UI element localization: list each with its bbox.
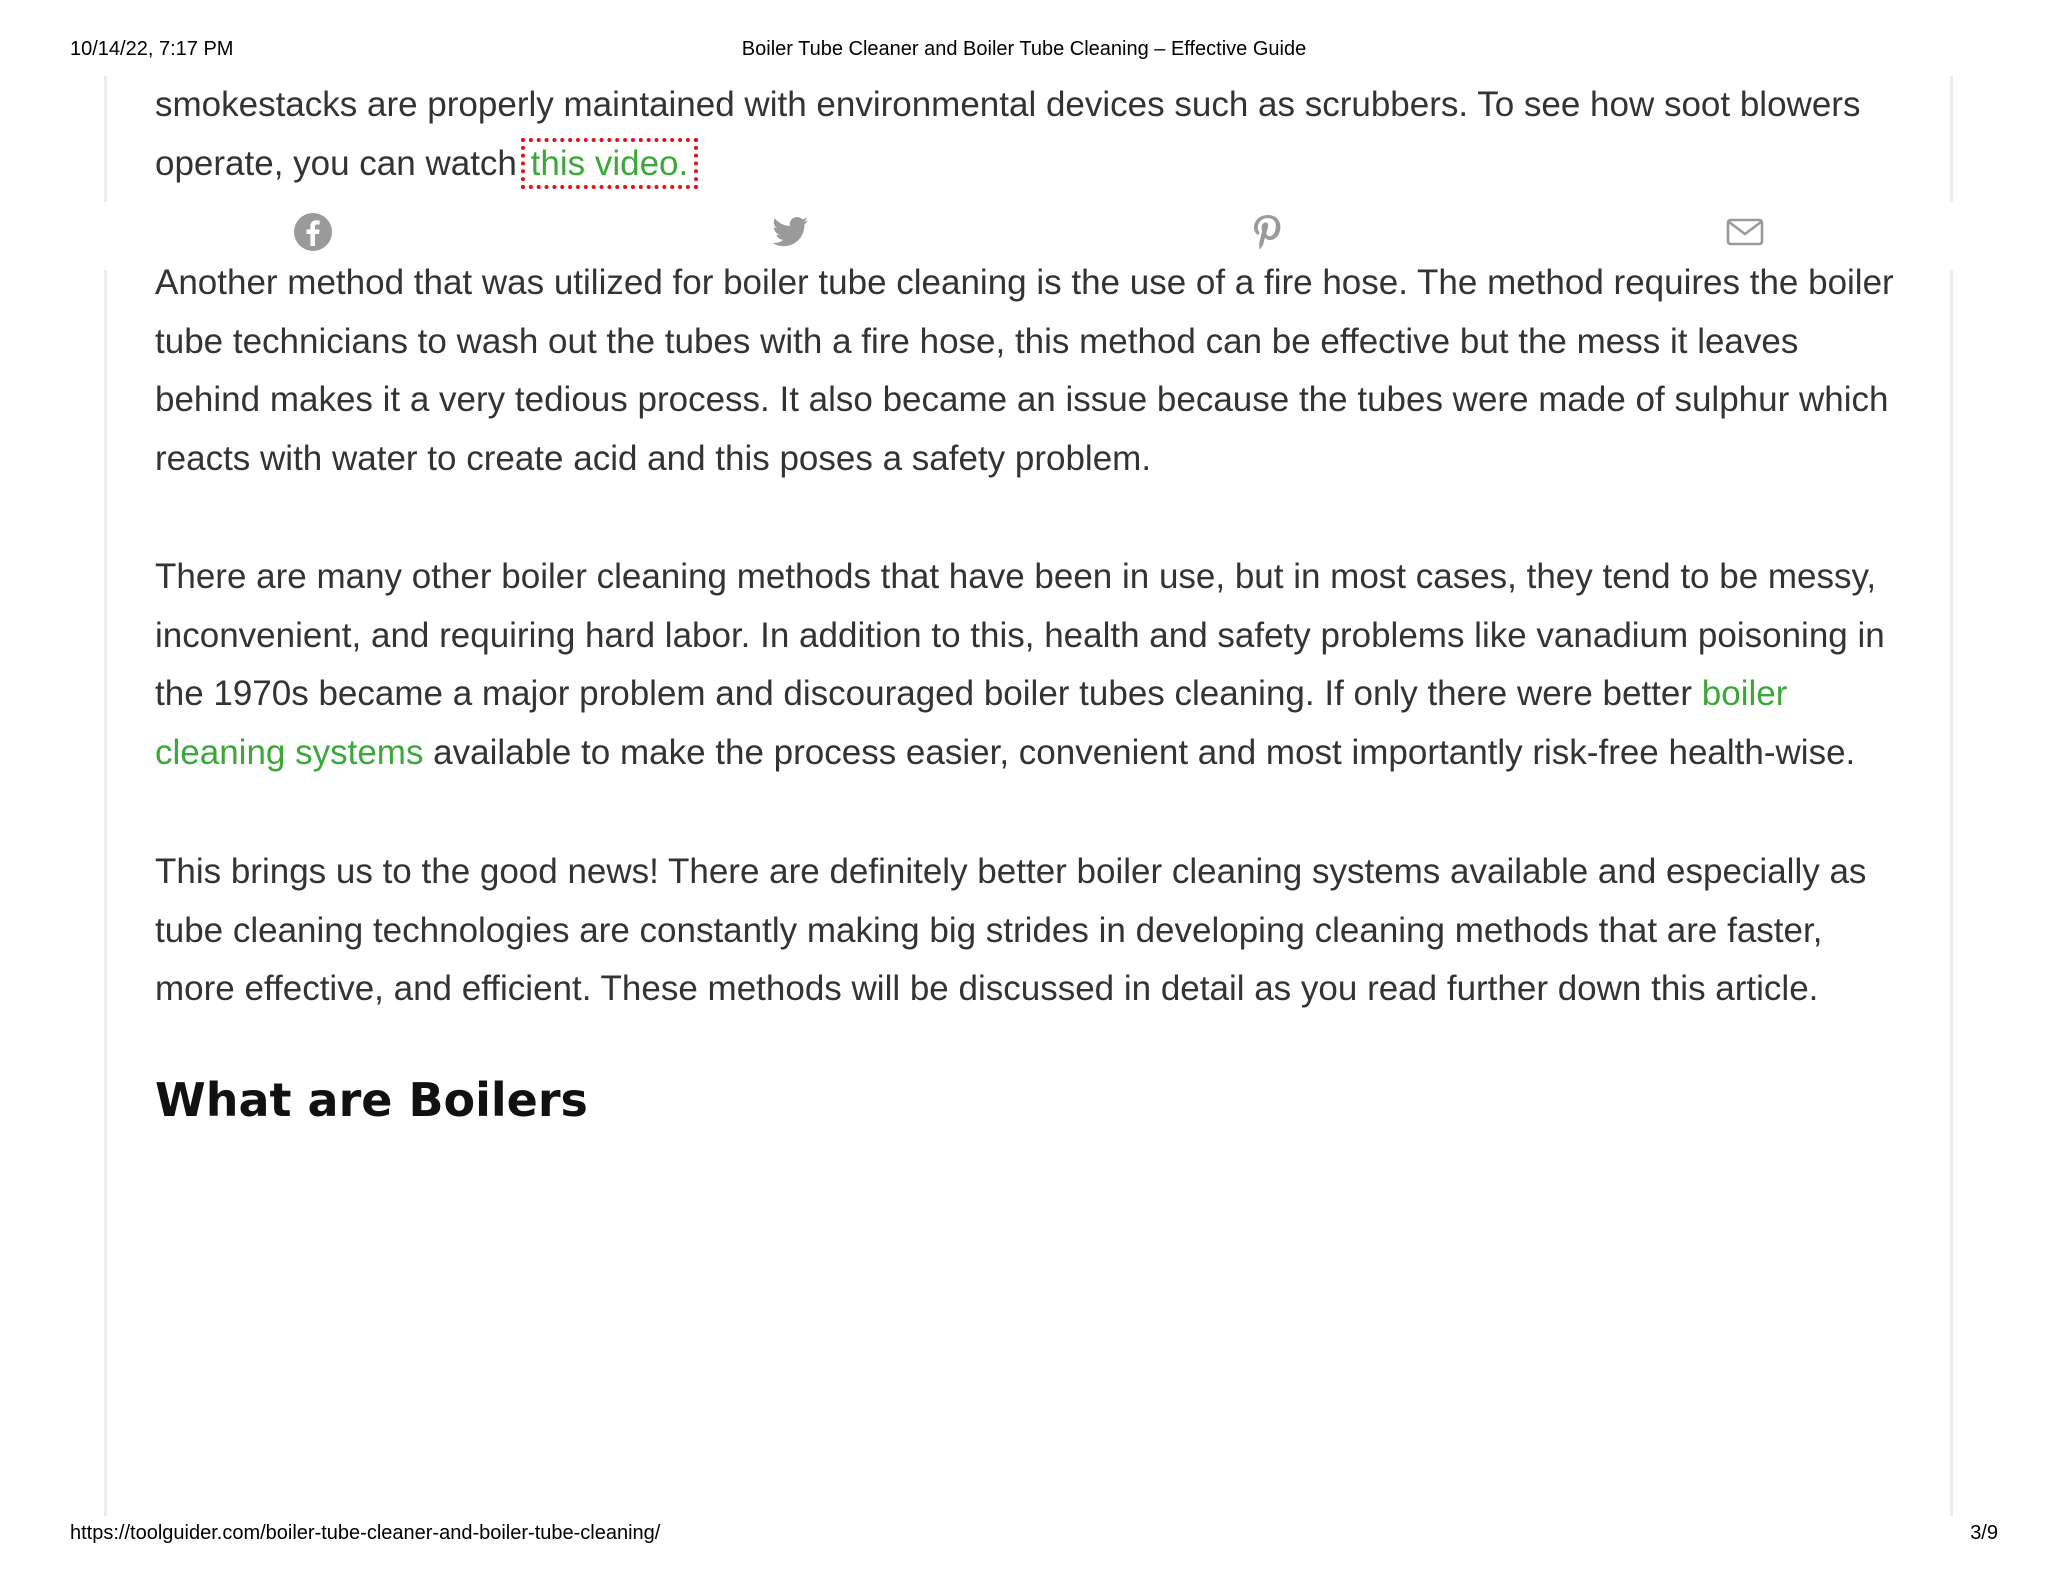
paragraph-line: the 1970s became a major problem and discouraged boiler tubes cleaning. If only there were better: [155, 674, 1702, 713]
link-text: cleaning systems: [155, 732, 424, 772]
section-heading-what-are-boilers: What are Boilers: [155, 1073, 588, 1127]
article-paragraph-soot-blowers: [155, 76, 1915, 193]
paragraph-line: inconvenient, and requiring hard labor. In addition to this, health and safety problems like vanadium poisoning in: [155, 615, 1885, 655]
paragraph-line: smokestacks are properly maintained with environmental devices such as scrubbers. To see how soot blowers: [155, 85, 1861, 124]
content-border-right-lower: [1950, 270, 1953, 1516]
content-border-right: [1950, 76, 1953, 202]
paragraph-line: reacts with water to create acid and this poses a safety problem.: [155, 438, 1152, 478]
paragraph-line: operate, you can watch: [155, 143, 517, 183]
content-border-left-lower: [104, 270, 107, 1516]
pinterest-icon[interactable]: [1247, 212, 1287, 252]
paragraph-line: tube cleaning technologies are constantly making big strides in developing cleaning methods that are faster,: [155, 910, 1823, 950]
paragraph-line: There are many other boiler cleaning methods that have been in use, but in most cases, they tend to be messy,: [155, 557, 1877, 596]
print-url: https://toolguider.com/boiler-tube-cleaner-and-boiler-tube-cleaning/: [70, 1522, 661, 1544]
print-date: 10/14/22, 7:17 PM: [70, 38, 234, 60]
paragraph-line: more effective, and efficient. These methods will be discussed in detail as you read further down this article.: [155, 969, 1819, 1008]
paragraph-line: This brings us to the good news! There are definitely better boiler cleaning systems available and especially as: [155, 852, 1867, 891]
paragraph-line: tube technicians to wash out the tubes with a fire hose, this method can be effective but the mess it leaves: [155, 321, 1799, 361]
content-border-left: [104, 76, 107, 202]
print-page-number: 3/9: [1970, 1522, 1998, 1544]
paragraph-line: behind makes it a very tedious process. It also became an issue because the tubes were made of sulphur which: [155, 380, 1889, 419]
paragraph-line: available to make the process easier, convenient and most importantly risk-free health-wise.: [423, 732, 1856, 772]
article-paragraph-other-methods: [155, 548, 1915, 782]
print-page-title: Boiler Tube Cleaner and Boiler Tube Cleaning – Effective Guide: [741, 38, 1307, 60]
paragraph-line: Another method that was utilized for boiler tube cleaning is the use of a fire hose. The method requires the boiler: [155, 263, 1894, 302]
email-icon[interactable]: [1725, 212, 1765, 252]
facebook-icon[interactable]: [293, 212, 333, 252]
this-video-link[interactable]: this video.: [527, 144, 693, 183]
article-paragraph-good-news: [155, 843, 1915, 1019]
twitter-icon[interactable]: [770, 212, 810, 252]
link-text: boiler: [1701, 674, 1788, 713]
article-paragraph-fire-hose: [155, 254, 1915, 488]
